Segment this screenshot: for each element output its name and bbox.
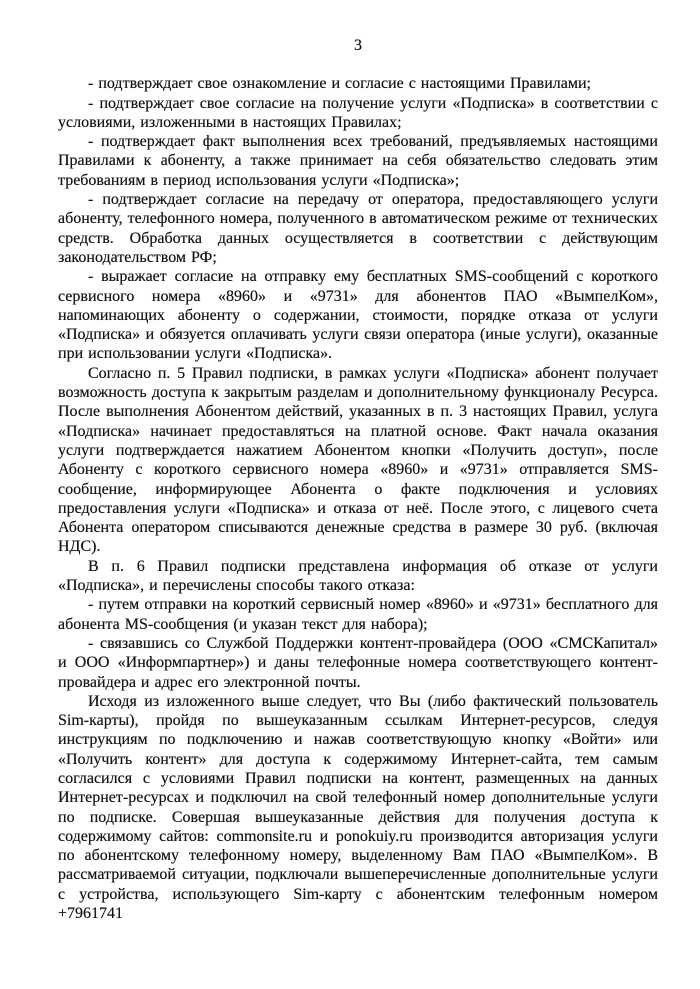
body-paragraph: Исходя из изложенного выше следует, что Вы (либо фактический пользователь Sim-карты), пройдя по вышеуказанным ссылкам Интернет-ресурсов, следуя инструкциям по подключению и нажав соответствующую кнопку «Войти» или «Получить контент» для доступа к содержимому Интернет-сайта, тем самым согласился с условиями Правил подписки на контент, размещенных на данных Интернет-ресурсах и подключил на свой телефонный номер дополнительные услуги по подписке. Совершая вышеуказанные действия для получения доступа к содержимому сайтов: commonsite.ru и ponokuiy.ru производится авторизация услуги по абонентскому телефонному номеру, выделенному Вам ПАО «ВымпелКом». В рассматриваемой ситуации, подключали вышеперечисленные дополнительные услуги с устройства, использующего Sim-карту с абонентским телефонным номером +7961741	[58, 692, 658, 923]
list-item-paragraph: - подтверждает факт выполнения всех требований, предъявляемых настоящими Правилами к абоненту, а также принимает на себя обязательство следовать этим требованиям в период использования услуги «Подписка»;	[58, 133, 658, 189]
body-paragraph: В п. 6 Правил подписки представлена информация об отказе от услуги «Подписка», и перечислены способы такого отказа:	[58, 557, 658, 595]
list-item-paragraph: - связавшись со Службой Поддержки контент-провайдера (ООО «СМСКапитал» и ООО «Информпартнер») и даны телефонные номера соответствующего контент-провайдера и адрес его электронной почты.	[58, 634, 658, 691]
list-item-paragraph: - подтверждает свое ознакомление и согласие с настоящими Правилами;	[88, 75, 591, 93]
list-item-paragraph: - путем отправки на короткий сервисный номер «8960» и «9731» бесплатного для абонента MS-сообщения (и указан текст для набора);	[58, 596, 658, 633]
list-item-paragraph: - подтверждает свое согласие на получение услуги «Подписка» в соответствии с условиями, изложенными в настоящих Правилах;	[58, 94, 658, 131]
list-item-paragraph: - выражает согласие на отправку ему бесплатных SMS-сообщений с короткого сервисного номера «8960» и «9731» для абонентов ПАО «ВымпелКом», напоминающих абоненту о содержании, стоимости, порядке отказа от услуги «Подписка» и обязуется оплачивать услуги связи оператора (иные услуги), оказанные при использовании услуги «Подписка».	[58, 268, 658, 363]
list-item-paragraph: - подтверждает согласие на передачу от оператора, предоставляющего услуги абоненту, телефонного номера, полученного в автоматическом режиме от технических средств. Обработка данных осуществляется в соответствии с действующим законодательством РФ;	[58, 191, 658, 266]
document-body	[58, 74, 658, 923]
body-paragraph: Согласно п. 5 Правил подписки, в рамках услуги «Подписка» абонент получает возможность доступа к закрытым разделам и дополнительному функционалу Ресурса. После выполнения Абонентом действий, указанных в п. 3 настоящих Правил, услуга «Подписка» начинает предоставляться на платной основе. Факт начала оказания услуги подтверждается нажатием Абонентом кнопки «Получить доступ», после Абоненту с короткого сервисного номера «8960» и «9731» отправляется SMS-сообщение, информирующее Абонента о факте подключения и условиях предоставления услуги «Подписка» и отказа от неё. После этого, с лицевого счета Абонента оператором списываются денежные средства в размере 30 руб. (включая НДС).	[58, 364, 658, 556]
page-number: 3	[354, 37, 362, 54]
